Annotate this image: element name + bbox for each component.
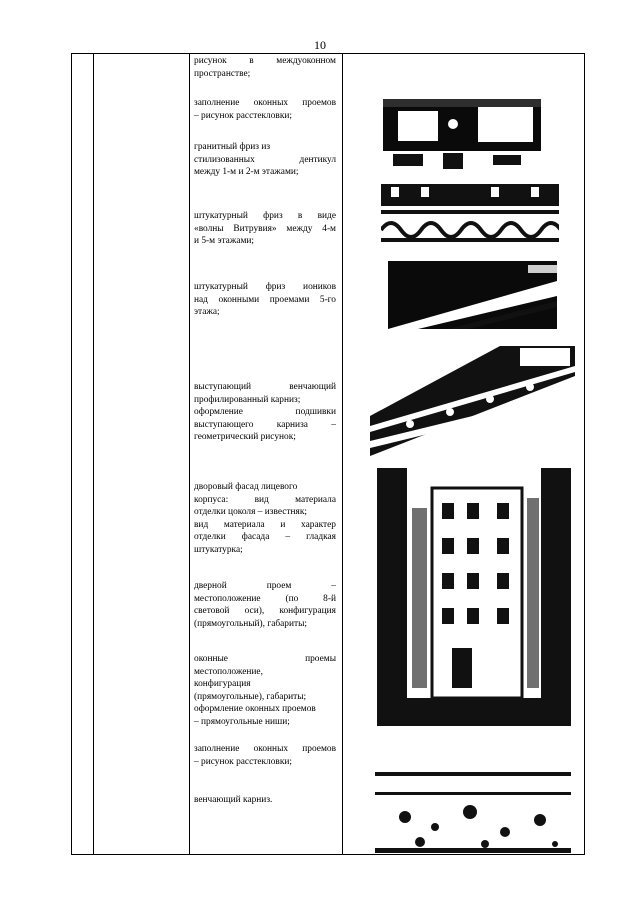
paragraph-door-opening: дверной проем – местоположение (по 8-й световой оси), конфигурация (прямоугольный), габариты; [194,581,336,629]
paragraph-vitruvian-frieze: штукатурный фриз в виде «волны Витрувия» между 4-м и 5-м этажами; [194,211,336,247]
paragraph-granite-frieze: гранитный фриз из стилизованных дентикул между 1-м и 2-м этажами; [194,142,336,178]
paragraph-courtyard-facade: дворовый фасад лицевого корпуса: вид материала отделки цоколя – известняк; вид материала и характер отделки фасада – гладкая штукатурка; [194,482,336,555]
photo-vitruvian-wave-frieze [381,184,559,244]
column-divider-1 [93,54,94,854]
paragraph-window-glazing: заполнение оконных проемов – рисунок расстекловки; [194,98,336,121]
photo-window-glazing [383,99,541,174]
table-border-left [71,54,72,854]
paragraph-window-glazing-2: заполнение оконных проемов – рисунок расстекловки; [194,744,336,767]
paragraph-window-openings: оконные проемы местоположение, конфигурация (прямоугольные), габариты; оформление оконных проемов – прямоугольные ниши; [194,654,336,727]
paragraph-ionic-frieze: штукатурный фриз иоников над оконными проемами 5-го этажа; [194,282,336,318]
photo-crowning-cornice [370,346,575,456]
photo-courtyard-facade [377,468,571,726]
column-divider-3 [342,54,343,854]
table-border-right [584,54,585,854]
paragraph-crowning-cornice: выступающий венчающий профилированный карниз; оформление подшивки выступающего карниза – геометрический рисунок; [194,382,336,443]
photo-ionic-frieze [388,261,557,329]
paragraph-crowning-cornice-2: венчающий карниз. [194,795,273,805]
page-number: 10 [314,38,326,52]
column-divider-2 [189,54,190,854]
description-table [71,53,585,855]
photo-cornice-detail [375,772,571,853]
paragraph-facade-pattern: рисунок в междуоконном пространстве; [194,56,336,79]
